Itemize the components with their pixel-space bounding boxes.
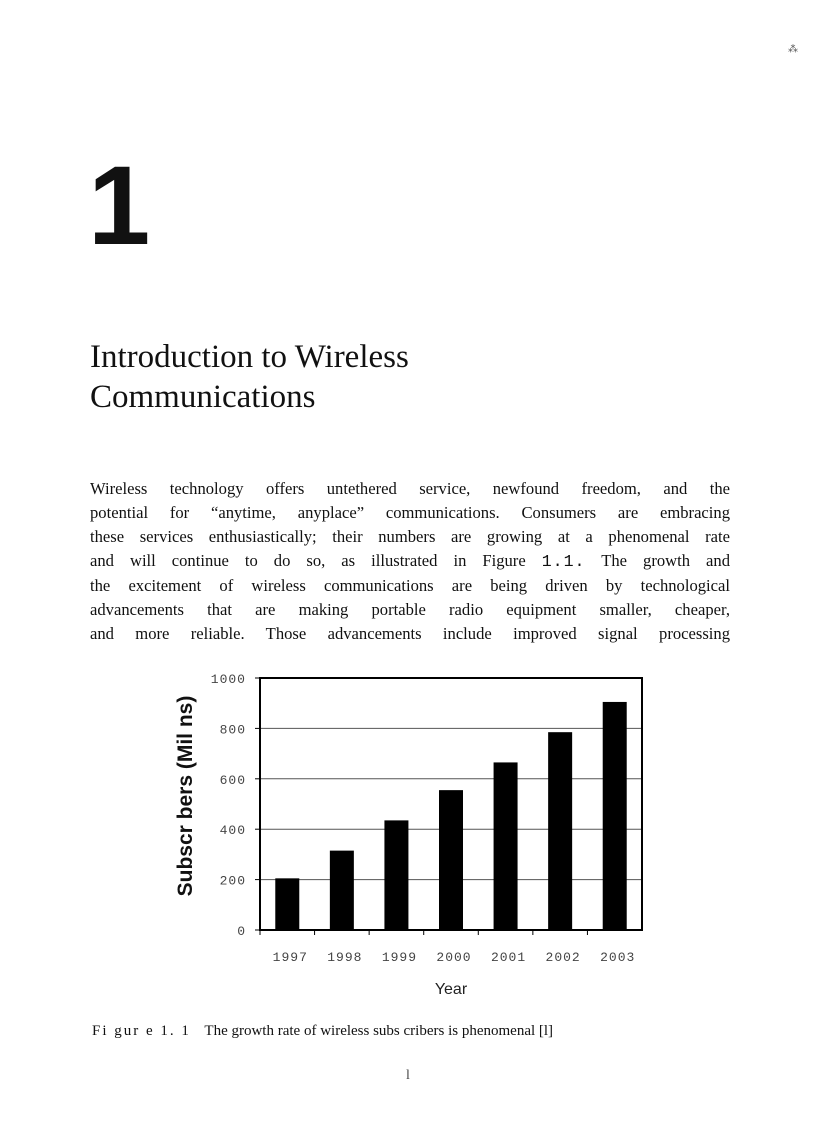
bar-2002 xyxy=(548,732,572,930)
chapter-title-line-2: Communications xyxy=(90,379,316,415)
x-tick-label: 1998 xyxy=(327,950,363,965)
bar-2001 xyxy=(494,762,518,930)
body-paragraph xyxy=(90,477,730,646)
x-tick-label: 2002 xyxy=(545,950,581,965)
paragraph-line: Wireless technology offers untethered service, newfound freedom, and the xyxy=(90,479,730,498)
chapter-title xyxy=(90,337,610,417)
chapter-number: 1 xyxy=(88,143,147,268)
bar-1999 xyxy=(384,820,408,930)
bar-2003 xyxy=(603,702,627,930)
x-axis-title: Year xyxy=(434,981,468,998)
x-tick-label: 1999 xyxy=(381,950,418,965)
bar-1998 xyxy=(330,851,354,930)
y-axis-title: Subscr bers (Mil ns) xyxy=(174,695,197,897)
paragraph-line: the excitement of wireless communications are being driven by technological xyxy=(90,576,730,595)
x-tick-label: 1997 xyxy=(272,950,308,965)
paragraph-line: and will continue to do so, as illustrated in Figure xyxy=(90,551,542,570)
paragraph-line: and more reliable. Those advancements include improved signal processing xyxy=(90,624,730,643)
bar-2000 xyxy=(439,790,463,930)
figure-caption-text: The growth rate of wireless subs cribers is phenomenal [l] xyxy=(204,1023,554,1039)
corner-mark: ⁂ xyxy=(788,44,798,55)
subscriber-growth-chart xyxy=(160,660,660,1005)
page-number: l xyxy=(406,1068,410,1083)
paragraph-line: advancements that are making portable radio equipment smaller, cheaper, xyxy=(90,600,730,619)
x-tick-label: 2001 xyxy=(490,950,527,965)
x-tick-label: 2003 xyxy=(600,950,636,965)
y-tick-label: 1000 xyxy=(210,672,246,687)
y-tick-label: 800 xyxy=(219,722,246,738)
paragraph-line-tail: The growth and xyxy=(585,551,730,570)
paragraph-line-with-figure-ref xyxy=(90,549,730,574)
y-tick-label: 0 xyxy=(237,924,246,939)
paragraph-line: these services enthusiastically; their numbers are growing at a phenomenal rate xyxy=(90,527,730,546)
figure-caption xyxy=(92,1023,553,1040)
y-tick-label: 400 xyxy=(219,823,246,839)
figure-reference: 1.1. xyxy=(541,552,586,571)
y-tick-label: 600 xyxy=(219,772,246,788)
y-tick-label: 200 xyxy=(219,873,246,889)
x-tick-label: 2000 xyxy=(436,950,472,965)
figure-caption-label: Fi gur e 1. 1 xyxy=(92,1023,191,1039)
paragraph-line: potential for “anytime, anyplace” communications. Consumers are embracing xyxy=(90,503,730,522)
chapter-title-line-1: Introduction to Wireless xyxy=(90,339,409,375)
bar-1997 xyxy=(275,878,299,930)
